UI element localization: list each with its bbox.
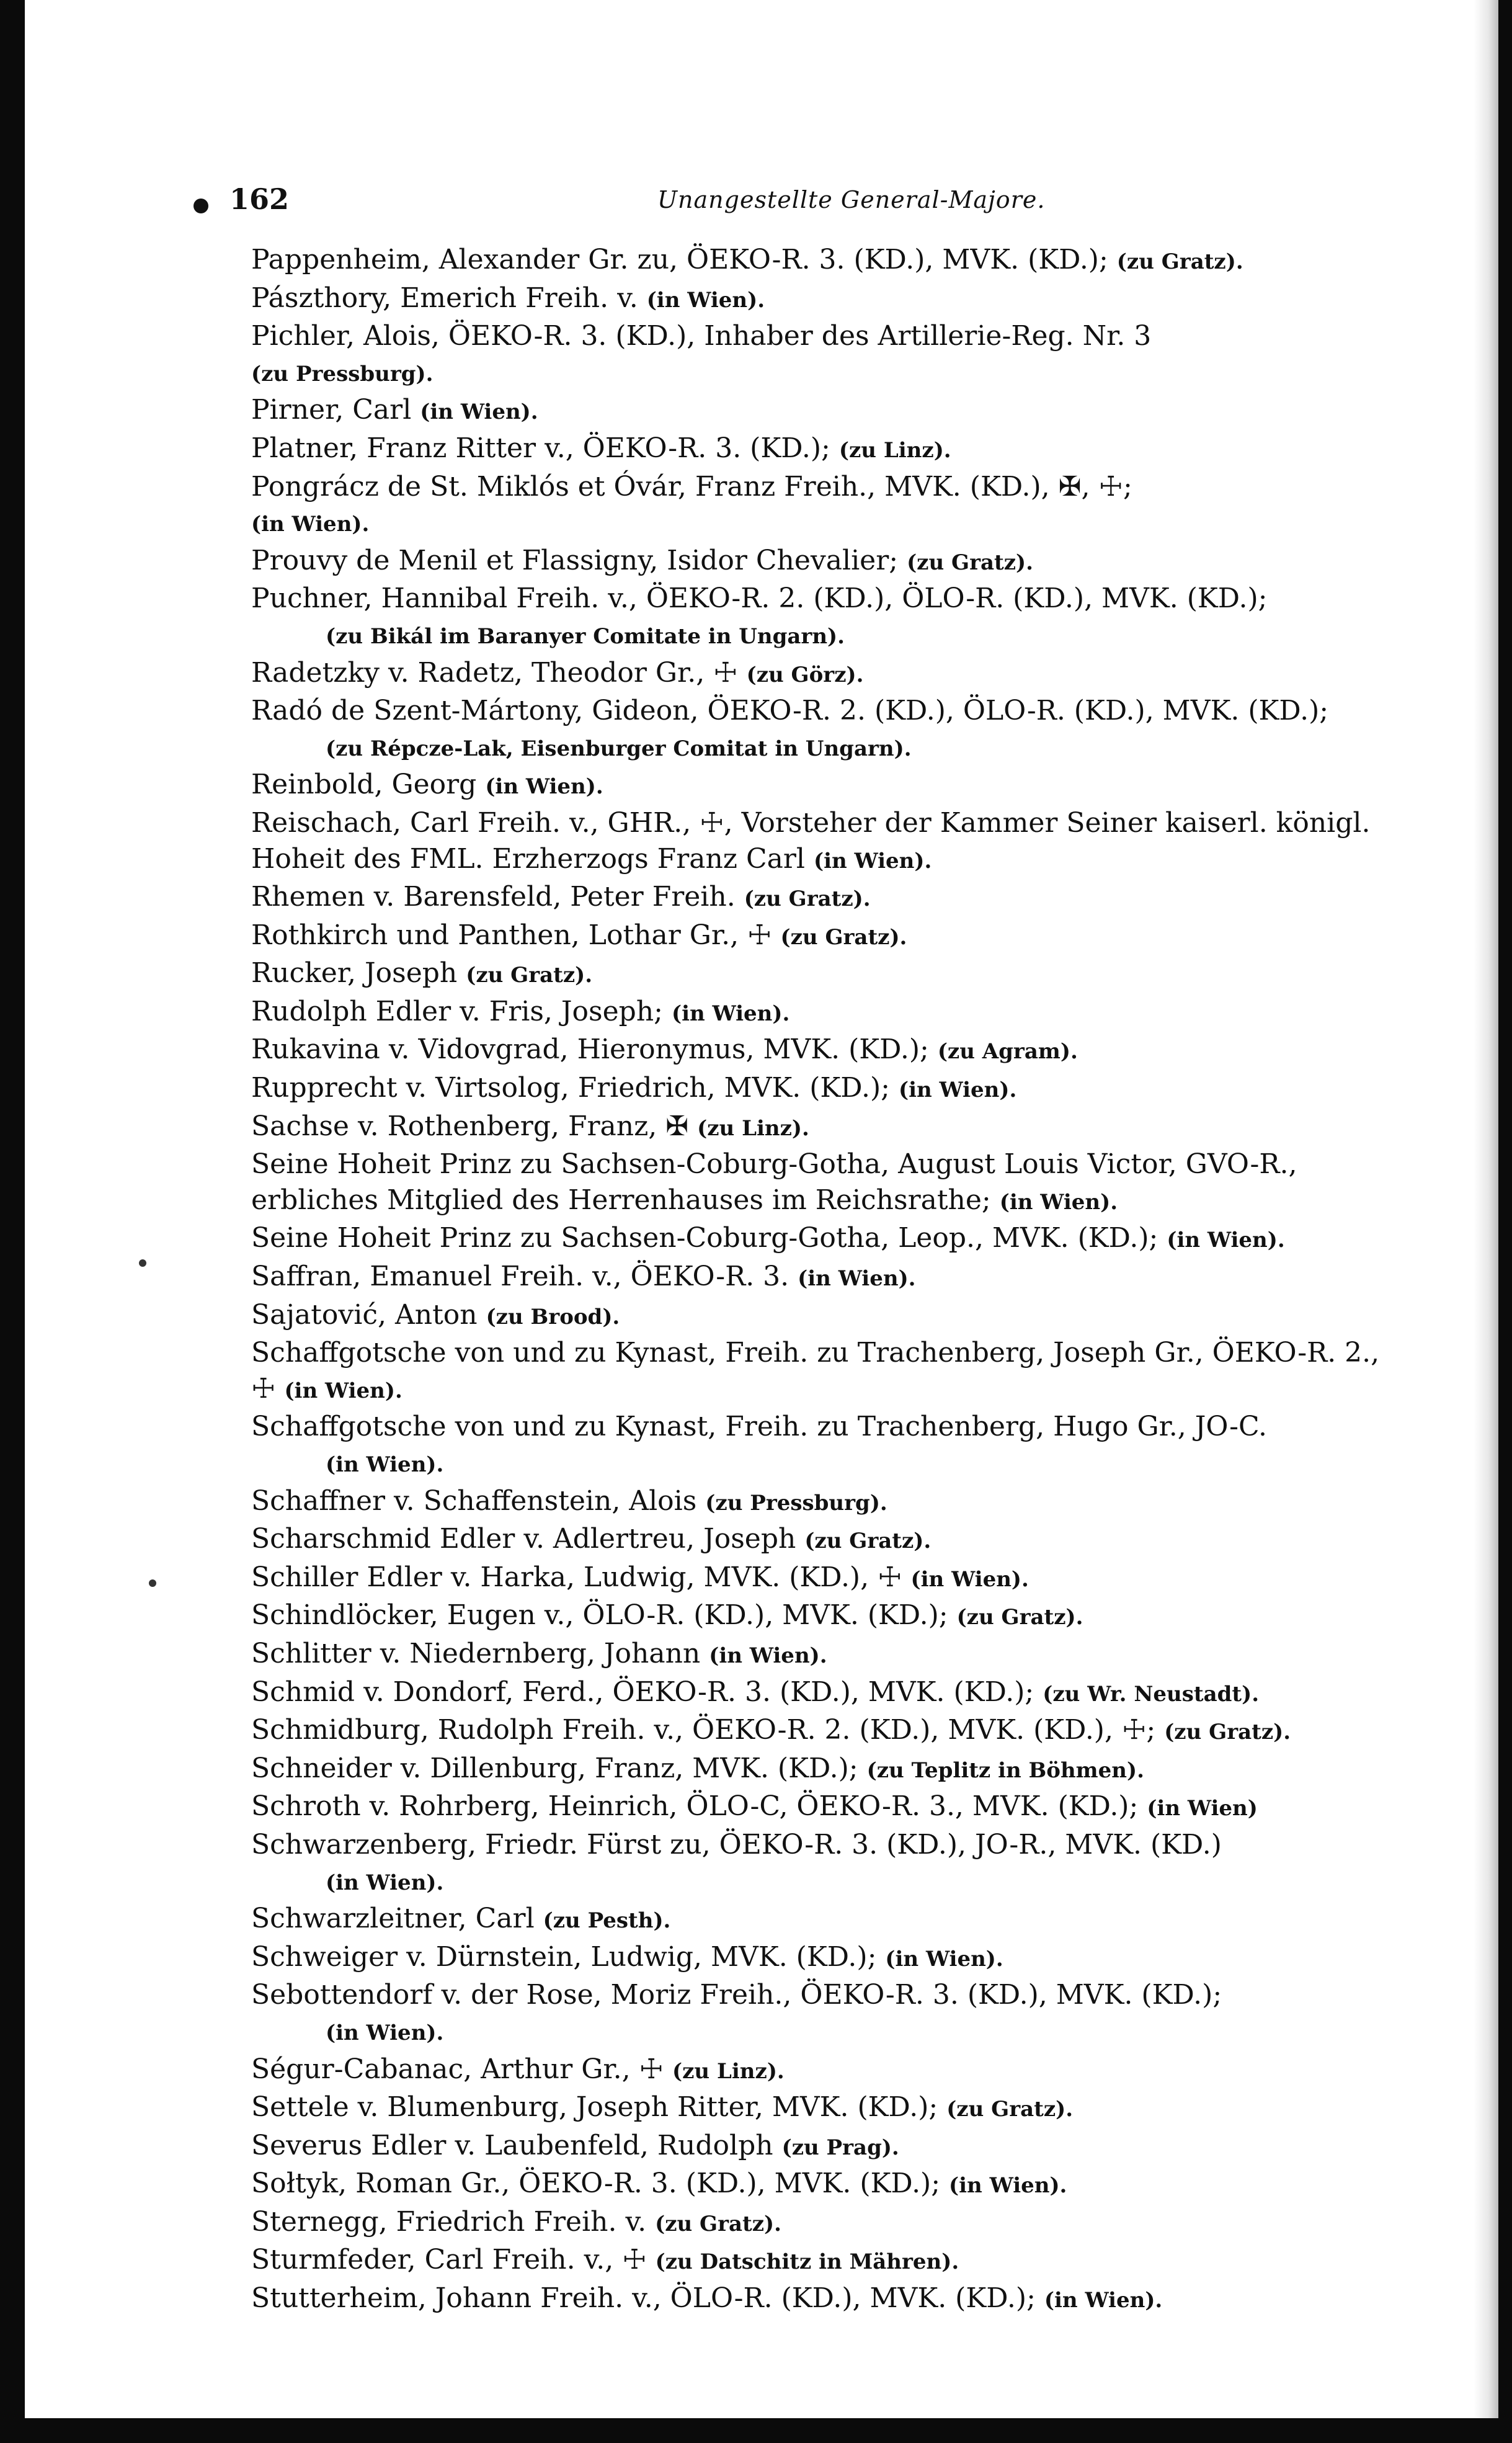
entry-saffran: Saffran, Emanuel Freih. v., ÖEKO-R. 3. (in Wien).	[251, 1261, 916, 1293]
entry-sajatovic: Sajatović, Anton (zu Brood).	[251, 1298, 620, 1331]
entry-schaffner: Schaffner v. Schaffenstein, Alois (zu Pressburg).	[251, 1485, 887, 1517]
entry-schmidburg: Schmidburg, Rudolph Freih. v., ÖEKO-R. 2. (KD.), MVK. (KD.), ☩; (zu Gratz).	[251, 1714, 1291, 1746]
entry-rado: Radó de Szent-Mártony, Gideon, ÖEKO-R. 2. (KD.), ÖLO-R. (KD.), MVK. (KD.); (zu Répcze-Lak, Eisenburger Comitat in Ungarn).	[251, 695, 1329, 761]
entry-segur-cabanac: Ségur-Cabanac, Arthur Gr., ☩ (zu Linz).	[251, 2053, 785, 2085]
entry-pappenheim: Pappenheim, Alexander Gr. zu, ÖEKO-R. 3. (KD.), MVK. (KD.); (zu Gratz).	[251, 244, 1243, 275]
entry-rothkirch: Rothkirch und Panthen, Lothar Gr., ☩ (zu Gratz).	[251, 919, 907, 951]
margin-mark	[149, 1579, 156, 1587]
entry-scharschmid: Scharschmid Edler v. Adlertreu, Joseph (zu Gratz).	[251, 1523, 932, 1555]
entry-pirner: Pirner, Carl (in Wien).	[251, 394, 538, 426]
entry-paszthory: Pászthory, Emerich Freih. v. (in Wien).	[251, 282, 765, 314]
entry-sachse: Sachse v. Rothenberg, Franz, ✠ (zu Linz).	[251, 1110, 809, 1142]
entry-sachsen-coburg-leop: Seine Hoheit Prinz zu Sachsen-Coburg-Gotha, Leop., MVK. (KD.); (in Wien).	[251, 1222, 1285, 1254]
entry-puchner: Puchner, Hannibal Freih. v., ÖEKO-R. 2. (KD.), ÖLO-R. (KD.), MVK. (KD.); (zu Bikál im Baranyer Comitate in Ungarn).	[251, 583, 1268, 649]
page-number: 162	[229, 182, 290, 216]
running-title: Unangestellte General-Majore.	[657, 186, 1046, 213]
entry-prouvy: Prouvy de Menil et Flassigny, Isidor Chevalier; (zu Gratz).	[251, 544, 1033, 576]
entry-pichler: Pichler, Alois, ÖEKO-R. 3. (KD.), Inhaber des Artillerie-Reg. Nr. 3 (zu Pressburg).	[251, 320, 1152, 386]
entry-rucker: Rucker, Joseph (zu Gratz).	[251, 957, 593, 989]
entry-schwarzleitner: Schwarzleitner, Carl (zu Pesth).	[251, 1903, 671, 1935]
scan-border-bottom	[0, 2418, 1512, 2443]
scan-border-right	[1498, 0, 1512, 2443]
entry-soltyk: Sołtyk, Roman Gr., ÖEKO-R. 3. (KD.), MVK. (KD.); (in Wien).	[251, 2168, 1067, 2200]
entry-list	[251, 242, 1423, 2319]
entry-sturmfeder: Sturmfeder, Carl Freih. v., ☩ (zu Datschitz in Mähren).	[251, 2244, 959, 2276]
entry-radetzky: Radetzky v. Radetz, Theodor Gr., ☩ (zu Görz).	[251, 656, 864, 689]
entry-reischach: Reischach, Carl Freih. v., GHR., ☩, Vorsteher der Kammer Seiner kaiserl. königl. Hoheit des FML. Erzherzogs Franz Carl (in Wien).	[251, 806, 1371, 875]
entry-schmid: Schmid v. Dondorf, Ferd., ÖEKO-R. 3. (KD.), MVK. (KD.); (zu Wr. Neustadt).	[251, 1676, 1260, 1708]
entry-platner: Platner, Franz Ritter v., ÖEKO-R. 3. (KD.); (zu Linz).	[251, 432, 951, 464]
entry-schindloecker: Schindlöcker, Eugen v., ÖLO-R. (KD.), MVK. (KD.); (zu Gratz).	[251, 1599, 1083, 1632]
entry-stutterheim: Stutterheim, Johann Freih. v., ÖLO-R. (KD.), MVK. (KD.); (in Wien).	[251, 2282, 1163, 2315]
entry-schlitter: Schlitter v. Niedernberg, Johann (in Wien).	[251, 1637, 827, 1669]
entry-schroth: Schroth v. Rohrberg, Heinrich, ÖLO-C, ÖEKO-R. 3., MVK. (KD.); (in Wien)	[251, 1790, 1258, 1823]
scan-border-left	[0, 0, 25, 2443]
entry-schaffgotsche-joseph: Schaffgotsche von und zu Kynast, Freih. zu Trachenberg, Joseph Gr., ÖEKO-R. 2., ☩ (in Wien).	[251, 1337, 1380, 1405]
margin-mark	[139, 1259, 146, 1267]
entry-sachsen-coburg-august: Seine Hoheit Prinz zu Sachsen-Coburg-Gotha, August Louis Victor, GVO-R., erbliches Mitglied des Herrenhauses im Reichsrathe; (in Wien).	[251, 1148, 1297, 1216]
entry-schaffgotsche-hugo: Schaffgotsche von und zu Kynast, Freih. zu Trachenberg, Hugo Gr., JO-C. (in Wien).	[251, 1411, 1268, 1477]
margin-dot	[193, 199, 208, 213]
entry-rupprecht: Rupprecht v. Virtsolog, Friedrich, MVK. (KD.); (in Wien).	[251, 1072, 1017, 1104]
entry-rukavina: Rukavina v. Vidovgrad, Hieronymus, MVK. (KD.); (zu Agram).	[251, 1034, 1078, 1066]
entry-severus: Severus Edler v. Laubenfeld, Rudolph (zu Prag).	[251, 2129, 899, 2161]
entry-sternegg: Sternegg, Friedrich Freih. v. (zu Gratz).	[251, 2205, 781, 2238]
entry-pongracz: Pongrácz de St. Miklós et Óvár, Franz Freih., MVK. (KD.), ✠, ☩; (in Wien).	[251, 470, 1132, 537]
entry-reinbold: Reinbold, Georg (in Wien).	[251, 769, 603, 801]
entry-sebottendorf: Sebottendorf v. der Rose, Moriz Freih., ÖEKO-R. 3. (KD.), MVK. (KD.); (in Wien).	[251, 1979, 1222, 2045]
entry-rhemen: Rhemen v. Barensfeld, Peter Freih. (zu Gratz).	[251, 881, 871, 913]
entry-rudolph: Rudolph Edler v. Fris, Joseph; (in Wien).	[251, 995, 790, 1027]
entry-schneider: Schneider v. Dillenburg, Franz, MVK. (KD.); (zu Teplitz in Böhmen).	[251, 1752, 1144, 1784]
paper-edge-shadow	[1474, 0, 1498, 2418]
entry-settele: Settele v. Blumenburg, Joseph Ritter, MVK. (KD.); (zu Gratz).	[251, 2091, 1074, 2124]
entry-schwarzenberg: Schwarzenberg, Friedr. Fürst zu, ÖEKO-R. 3. (KD.), JO-R., MVK. (KD.) (in Wien).	[251, 1828, 1222, 1895]
entry-schiller: Schiller Edler v. Harka, Ludwig, MVK. (KD.), ☩ (in Wien).	[251, 1561, 1029, 1593]
entry-schweiger: Schweiger v. Dürnstein, Ludwig, MVK. (KD.); (in Wien).	[251, 1941, 1003, 1973]
